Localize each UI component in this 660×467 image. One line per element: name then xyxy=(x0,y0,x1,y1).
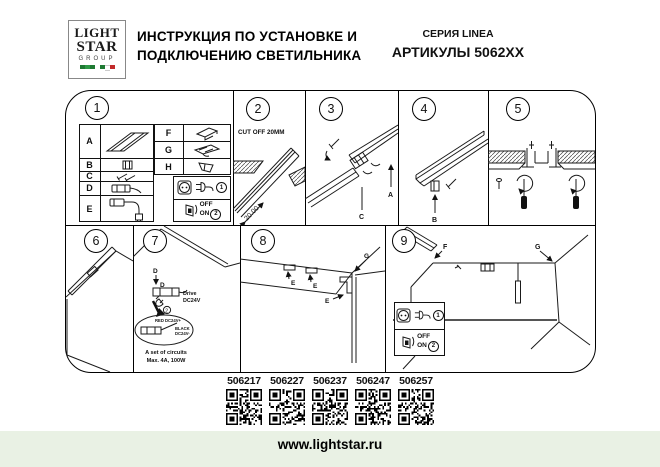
bracket-f-icon xyxy=(183,124,231,141)
label-f: F xyxy=(443,244,448,251)
switch-row xyxy=(395,329,444,356)
label-g: G xyxy=(364,253,370,260)
article-code: 506257 xyxy=(399,375,433,387)
socket-icon xyxy=(177,180,193,195)
plug-socket-row xyxy=(174,177,230,199)
part-label-g: G xyxy=(164,144,172,155)
screws-icon xyxy=(100,171,154,181)
label-c: C xyxy=(359,214,365,221)
panel-6-ceiling-track xyxy=(66,225,133,372)
logo-line3: GROUP xyxy=(78,56,116,62)
logo-line2: STAR xyxy=(76,39,118,55)
panel-5-fix-screws xyxy=(488,91,595,225)
panel-7-driver-wiring xyxy=(133,225,240,372)
label-a: A xyxy=(388,192,394,199)
circled-2: 2 xyxy=(428,341,439,352)
circuits-note-line1: A set of circuits xyxy=(145,350,187,356)
part-label-h: H xyxy=(165,161,172,172)
step-8-badge: 8 xyxy=(251,229,275,253)
part-label-c: C xyxy=(86,171,93,181)
qr-code xyxy=(226,389,262,425)
article-item xyxy=(354,375,392,425)
power-requirements-box xyxy=(173,176,231,222)
socket-icon xyxy=(396,308,412,323)
power-cord-icon xyxy=(100,195,154,222)
track-profile-icon xyxy=(100,124,154,158)
label-e1: E xyxy=(291,280,296,287)
article-code: 506237 xyxy=(313,375,347,387)
circled-1: 1 xyxy=(433,310,444,321)
label-e3: E xyxy=(325,298,330,305)
article-code: 506217 xyxy=(227,375,261,387)
drive-label-line2: DC24V xyxy=(183,298,201,304)
label-b: B xyxy=(432,217,438,224)
plug-icon xyxy=(414,309,431,322)
off-text: OFF xyxy=(199,200,213,208)
title-line1: ИНСТРУКЦИЯ ПО УСТАНОВКЕ И xyxy=(137,29,358,44)
driver-icon xyxy=(100,181,154,195)
website-url: www.lightstar.ru xyxy=(277,437,383,452)
drive-label-line1: Drive xyxy=(183,291,197,297)
qr-code xyxy=(355,389,391,425)
label-d1: D xyxy=(153,268,158,275)
lightstar-logo xyxy=(68,20,126,79)
step-2-badge: 2 xyxy=(246,97,270,121)
wall-switch-icon xyxy=(400,334,415,350)
panel-2-cut-off xyxy=(233,91,305,225)
on-text: ON xyxy=(199,210,210,218)
article-item xyxy=(311,375,349,425)
part-label-f: F xyxy=(165,127,172,138)
panel-9-finished-installation xyxy=(385,225,595,372)
circled-2: 2 xyxy=(210,209,221,220)
panel-5-diagram xyxy=(488,91,595,225)
step-7-badge: 7 xyxy=(143,229,167,253)
step-4-badge: 4 xyxy=(412,97,436,121)
qr-code xyxy=(312,389,348,425)
off-text: OFF xyxy=(417,332,431,340)
plug-icon xyxy=(195,181,214,194)
bracket-g-icon xyxy=(183,141,231,158)
label-g: G xyxy=(535,244,541,251)
part-label-e: E xyxy=(86,203,93,214)
circuits-note-line2: Max. 4A, 100W xyxy=(146,358,186,364)
panel-4-insert-clip xyxy=(398,91,488,225)
title-line2: ПОДКЛЮЧЕНИЮ СВЕТИЛЬНИКА xyxy=(137,48,362,63)
panel-1-parts-list xyxy=(66,91,233,225)
screwdriver-icon xyxy=(517,175,533,209)
bracket-h-icon xyxy=(183,158,231,175)
footer-band xyxy=(0,431,660,467)
green-flag-icon xyxy=(80,65,95,69)
switch-row xyxy=(174,199,230,222)
wall-switch-icon xyxy=(183,202,198,218)
on-text: ON xyxy=(417,342,427,350)
dimension-text: 20.00 xyxy=(243,204,261,223)
circled-2: 2 xyxy=(165,308,169,315)
article-item xyxy=(268,375,306,425)
power-requirements-box xyxy=(394,302,445,356)
off-on-label xyxy=(417,333,439,352)
page-title xyxy=(137,27,361,65)
black-wire-label-line1: BLACK xyxy=(175,326,190,331)
red-wire-label: RED DC24V+ xyxy=(155,318,181,323)
label-d2: D xyxy=(160,282,165,289)
cut-off-text: CUT OFF 20MM xyxy=(238,129,285,136)
logo-flags xyxy=(69,65,125,69)
part-label-b: B xyxy=(86,159,93,170)
panel-3-join-tracks xyxy=(305,91,398,225)
part-label-d: D xyxy=(86,183,93,193)
circled-1: 1 xyxy=(216,182,227,193)
black-wire-label-line2: DC24V- xyxy=(175,331,190,336)
plug-socket-row xyxy=(395,303,444,329)
off-on-label xyxy=(200,201,222,220)
step-6-badge: 6 xyxy=(84,229,108,253)
part-label-a: A xyxy=(86,136,93,146)
panel-8-mount-adapters xyxy=(240,225,385,372)
article-item xyxy=(397,375,435,425)
step-9-badge: 9 xyxy=(392,229,416,253)
screwdriver-icon xyxy=(569,175,585,209)
plug-icon xyxy=(156,296,163,306)
article-codes-row xyxy=(0,375,660,425)
connector-icon xyxy=(100,158,154,171)
logo-line1: LIGHT xyxy=(74,25,120,40)
series-label: СЕРИЯ LINEA xyxy=(422,28,494,40)
article-item xyxy=(225,375,263,425)
article-code: 506247 xyxy=(356,375,390,387)
diagram-container xyxy=(65,90,596,373)
articles-label: АРТИКУЛЫ 5062XX xyxy=(391,44,525,60)
label-e2: E xyxy=(313,283,318,290)
step-5-badge: 5 xyxy=(506,97,530,121)
article-code: 506227 xyxy=(270,375,304,387)
step-1-badge: 1 xyxy=(85,96,109,120)
qr-code xyxy=(398,389,434,425)
italy-flag-icon xyxy=(100,65,115,69)
qr-code xyxy=(269,389,305,425)
step-3-badge: 3 xyxy=(319,97,343,121)
